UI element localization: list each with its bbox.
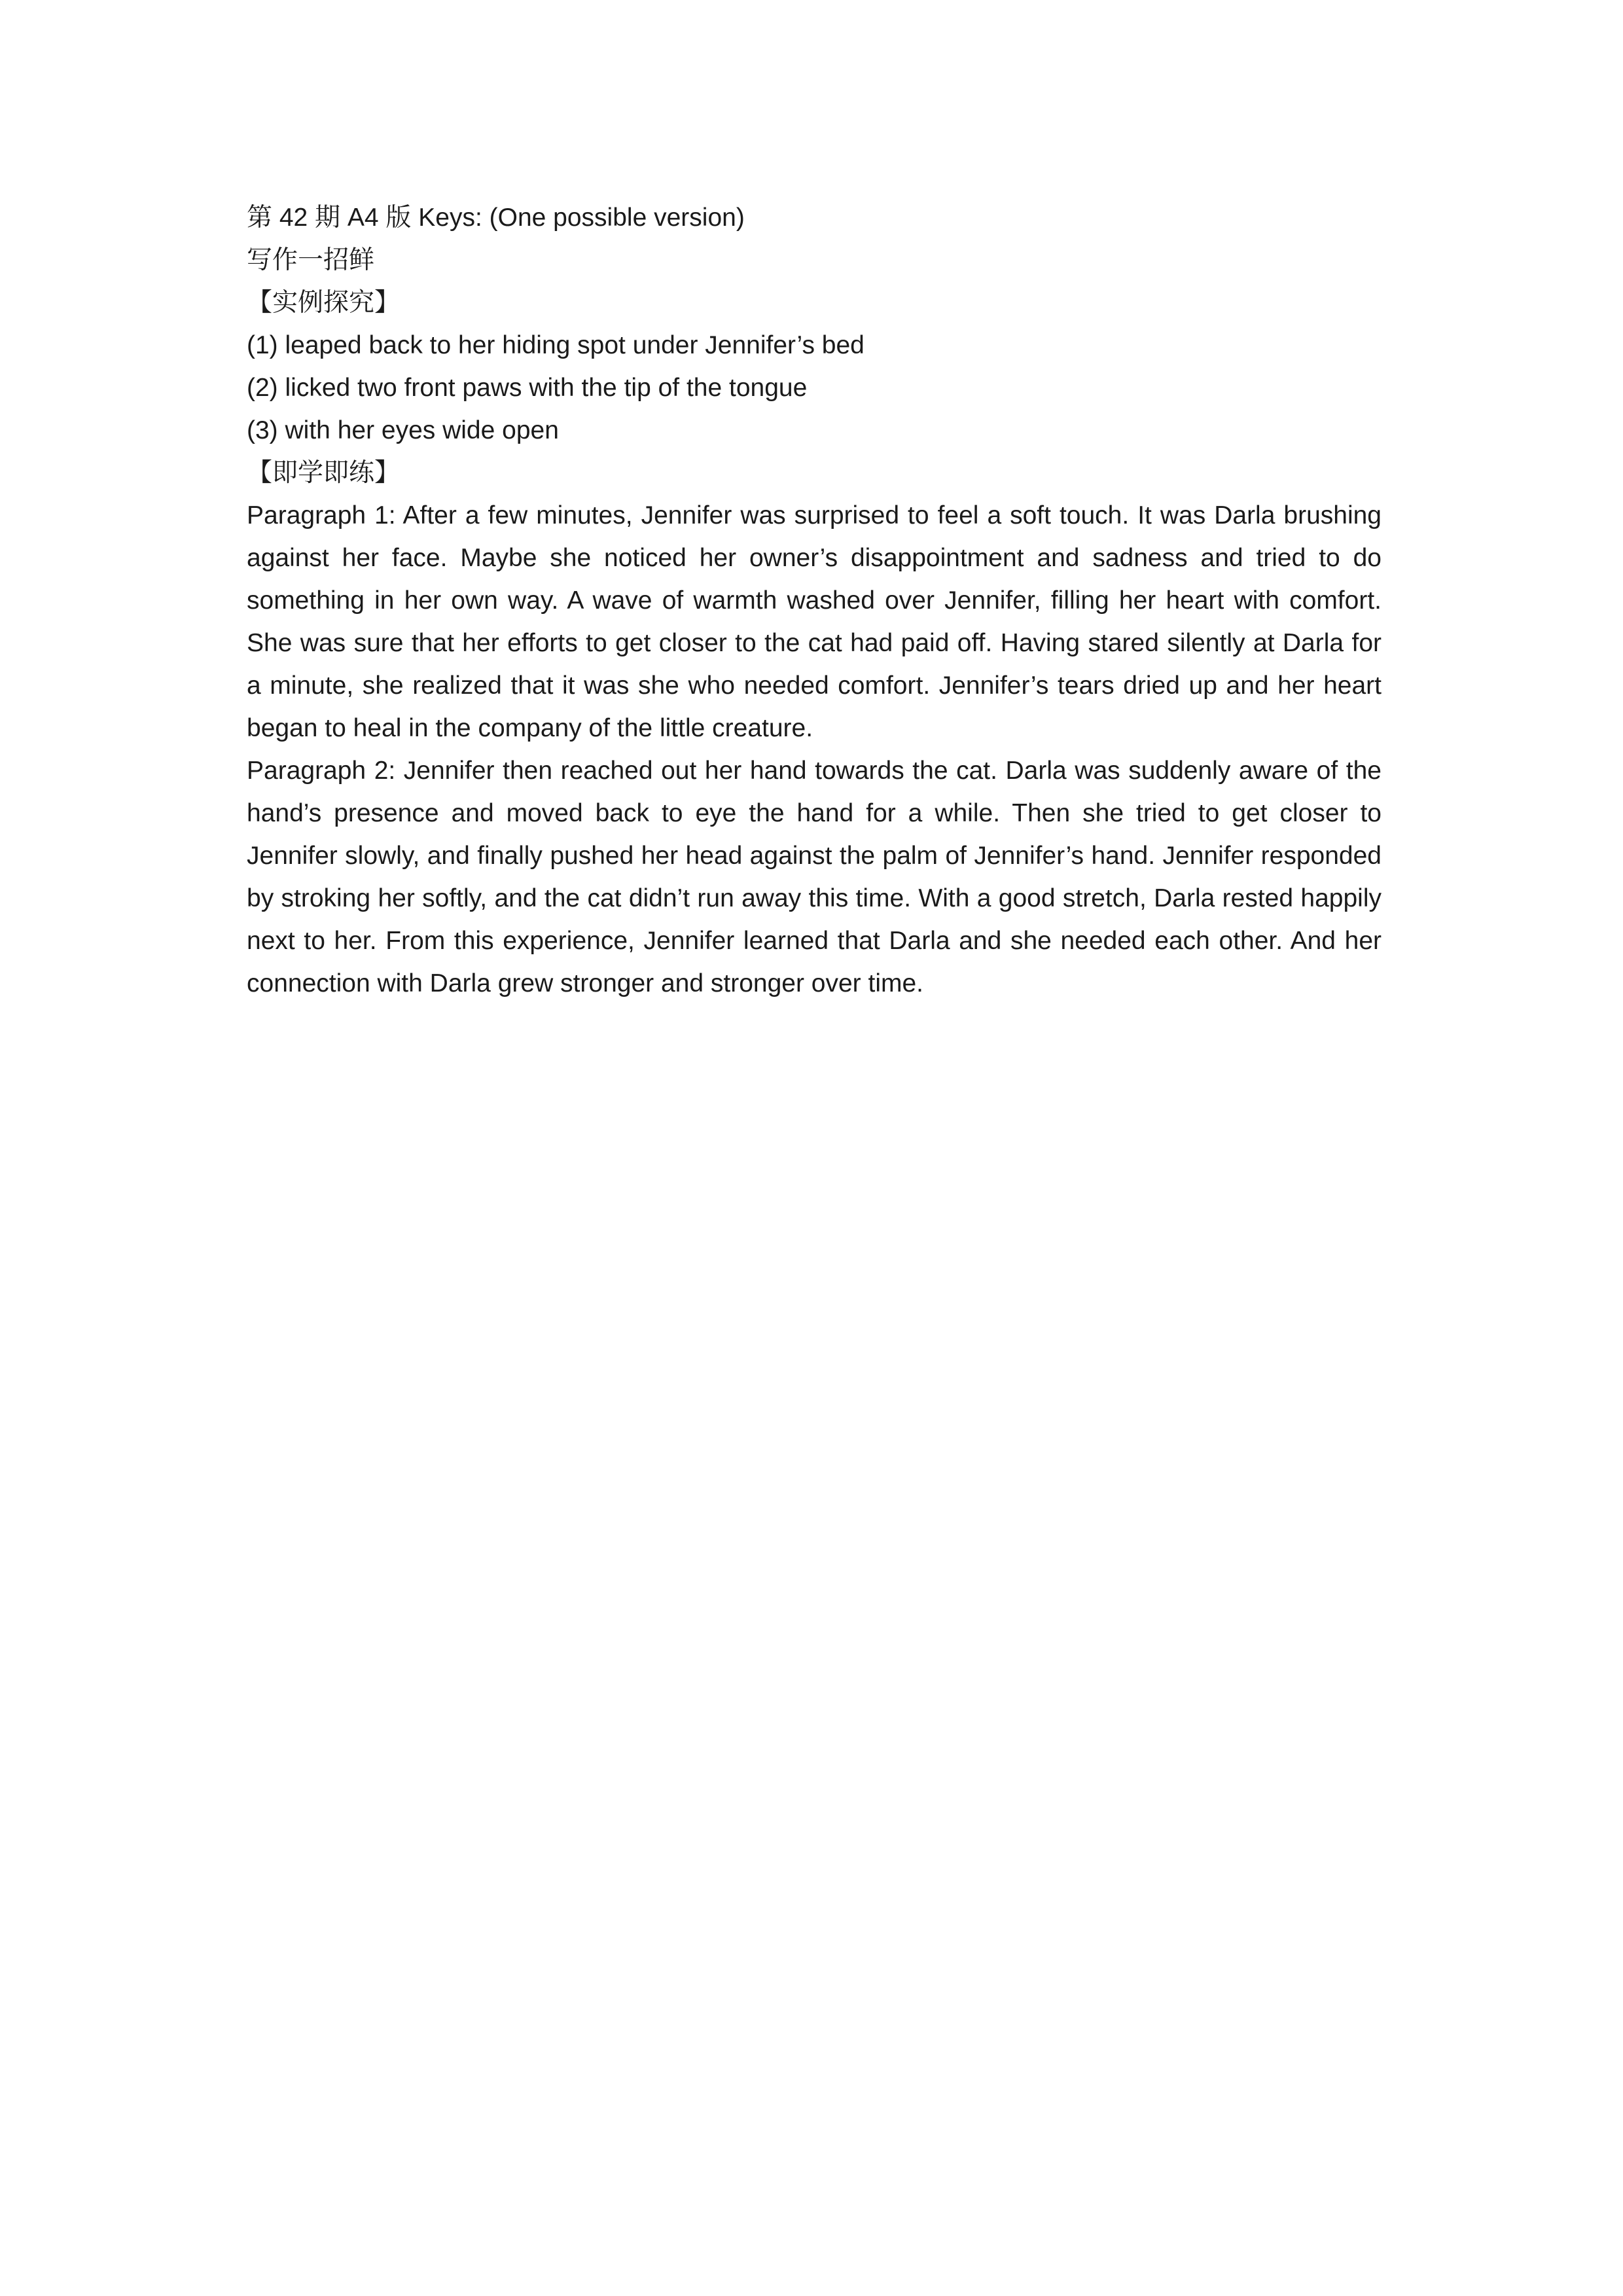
example-section-heading: 【实例探究】: [247, 288, 401, 317]
answer-1: (1) leaped back to her hiding spot under Jennifer’s bed: [247, 331, 865, 359]
practice-section-heading: 【即学即练】: [247, 458, 401, 488]
practice-paragraph-1: Paragraph 1: After a few minutes, Jennifer was surprised to feel a soft touch. It was Darla brushing against her face. Maybe she noticed her owner’s disappointment and sadness and tried to do something in her own way. A wave of warmth washed over Jennifer, filling her heart with comfort. She was sure that her efforts to get closer to the cat had paid off. Having stared silently at Darla for a minute, she realized that it was she who needed comfort. Jennifer’s tears dried up and her heart began to heal in the company of the little creature.: [247, 501, 1382, 742]
column-name: 写作一招鲜: [247, 245, 375, 275]
practice-paragraph-2: Paragraph 2: Jennifer then reached out her hand towards the cat. Darla was suddenly aware of the hand’s presence and moved back to eye the hand for a while. Then she tried to get closer to Jennifer slowly, and finally pushed her head against the palm of Jennifer’s hand. Jennifer responded by stroking her softly, and the cat didn’t run away this time. With a good stretch, Darla rested happily next to her. From this experience, Jennifer learned that Darla and she needed each other. And her connection with Darla grew stronger and stronger over time.: [247, 757, 1382, 997]
answer-3: (3) with her eyes wide open: [247, 416, 559, 444]
answer-2: (2) licked two front paws with the tip of the tongue: [247, 374, 808, 402]
document-page: [247, 196, 1382, 1005]
issue-title: 第 42 期 A4 版 Keys: (One possible version): [247, 204, 745, 232]
